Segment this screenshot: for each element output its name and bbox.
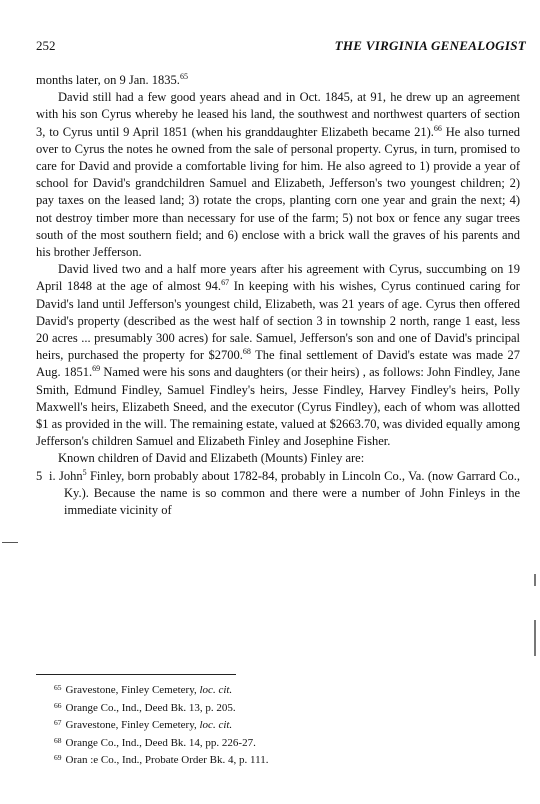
footnote: $^{65}$ Gravestone, Finley Cemetery, loc. cit.	[54, 683, 233, 696]
footnote-ref: 67	[221, 278, 230, 288]
running-head: THE VIRGINIA GENEALOGIST	[334, 38, 526, 53]
body-text	[36, 72, 520, 519]
page-header	[36, 38, 526, 58]
footnote-ref: 66	[433, 123, 442, 133]
paragraph: Known children of David and Elizabeth (Mounts) Finley are:	[58, 451, 365, 466]
footnote: $^{69}$ Oran :e Co., Ind., Probate Order Bk. 4, p. 111.	[54, 753, 269, 767]
paragraph: David still had a few good years ahead and in Oct. 1845, at 91, he drew up an agreement with his son Cyrus whereby he leased his land, the southwest and northwest quarters of section 3, to Cyrus until 9 April 1851 (when his granddaughter Elizabeth became 21).$^{66}$ He also turned over to Cyrus the notes he owned from the sale of personal property. Cyrus, in turn, promised to care for David and provide a comfortable living for him. He also agreed to 1) provide a year of school for David's grandchildren Samuel and Elizabeth, Jefferson's two youngest children; 2) pay taxes on the leased land; 3) rotate the crops, planting corn one year and grain the next; 4) not destroy timber more than necessary for use of the farm; 5) not box or fence any sugar trees south of the most southern field; and 6) enclose with a brick wall the graves of his parents and his brother Jefferson.	[36, 90, 520, 260]
footnote-rule	[36, 674, 236, 675]
footnotes	[54, 682, 494, 770]
generation-mark: 5	[82, 467, 87, 477]
child-entry: 5 i. John$^5$ Finley, born probably about 1782-84, probably in Lincoln Co., Va. (now Garrard Co., Ky.). Because the name is so common and there were a number of John Finleys in the immediate vicinity of	[36, 467, 520, 518]
page-number: 252	[36, 38, 56, 53]
footnote: $^{67}$ Gravestone, Finley Cemetery, loc. cit.	[54, 718, 233, 732]
footnote: $^{66}$ Orange Co., Ind., Deed Bk. 13, p. 205.	[54, 700, 236, 714]
footnote-ref: 69	[92, 364, 101, 374]
paragraph: months later, on 9 Jan. 1835.65	[36, 71, 188, 87]
margin-scan-mark	[534, 574, 536, 586]
footnote-ref: 65	[179, 71, 188, 81]
margin-dash	[2, 542, 18, 543]
entry-number: 5	[36, 468, 43, 483]
footnote: $^{68}$ Orange Co., Ind., Deed Bk. 14, pp. 226-27.	[54, 735, 256, 749]
margin-scan-mark	[534, 620, 536, 656]
paragraph: David lived two and a half more years after his agreement with Cyrus, succumbing on 19 April 1848 at the age of almost 94.67 In keeping with his wishes, Cyrus continued caring for David's land until Jefferson's youngest child, Elizabeth, was 21 years of age. Cyrus then offered David's property (described as the west half of section 3 in township 2 north, range 1 east, less 20 acres ... presumably 300 acres) for sale. Samuel, Jefferson's son and one of David's principal heirs, purchased the property for $2700.68 The final settlement of David's estate was made 27 Aug. 1851.69 Named were his sons and daughters (or their heirs) , as follows: John Findley, Jane Smith, Edmund Findley, Samuel Findley's heirs, Jesse Findley, Harvey Findley's heirs, Polly Maxwell's heirs, Elizabeth Sneed, and the executor (Cyrus Findley), each of whom was allotted $1 as provided in the will. The remaining estate, valued at $2663.70, was divided equally among Jefferson's children Samuel and Elizabeth Finley and Josephine Fisher.	[36, 262, 520, 449]
footnote-ref: 68	[242, 347, 251, 357]
